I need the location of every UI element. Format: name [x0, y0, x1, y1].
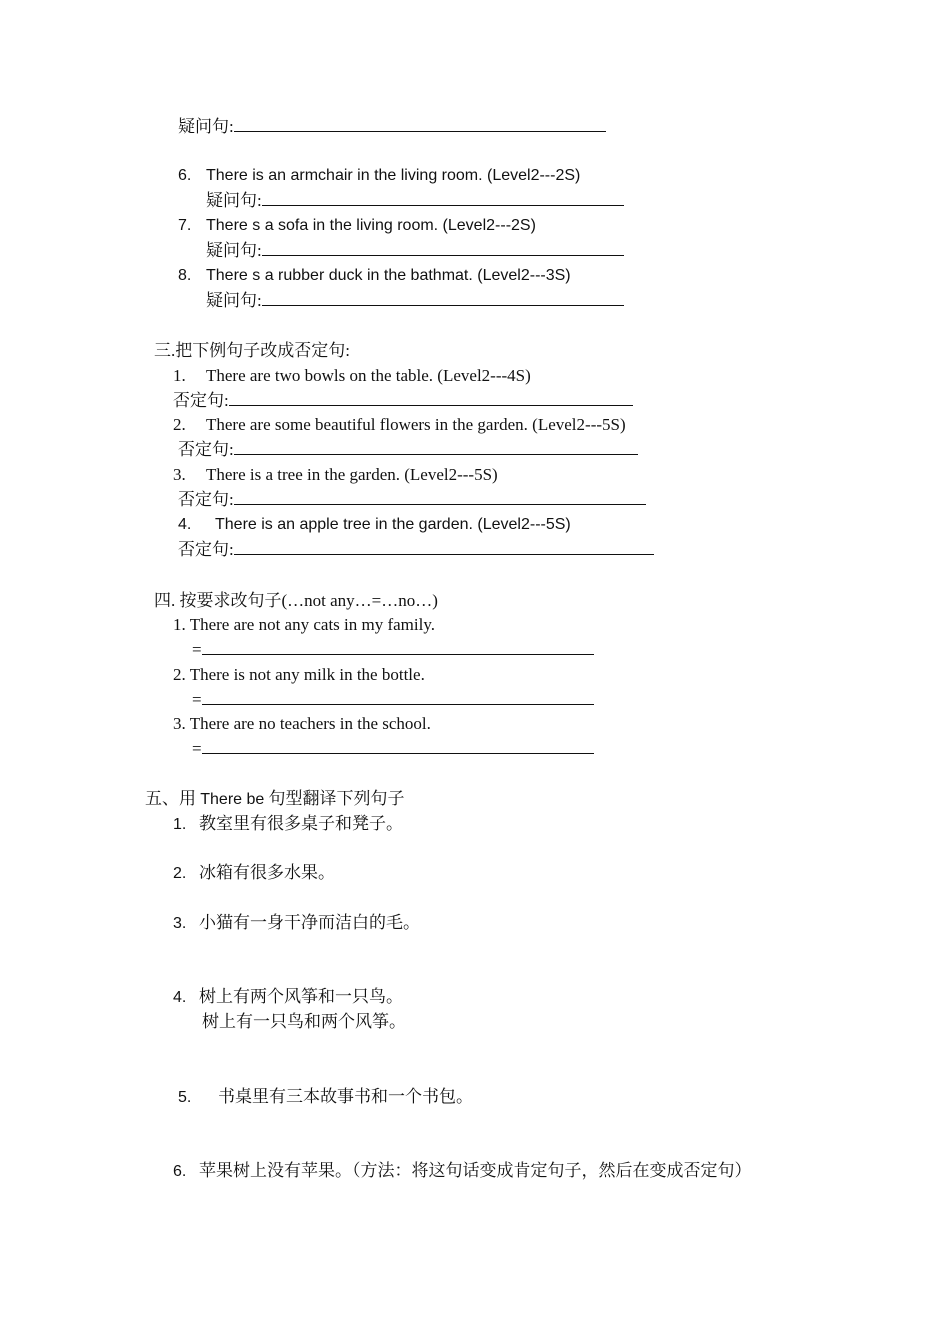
- heading-prefix: 五、用: [145, 789, 201, 808]
- question-number: 5.: [178, 1089, 192, 1106]
- answer-label: 疑问句:: [178, 117, 234, 136]
- answer-blank[interactable]: [202, 638, 594, 655]
- s4-question-1-answer-line: [192, 638, 594, 661]
- s3-question-4-answer-line: [178, 538, 654, 561]
- answer-label: 疑问句:: [206, 241, 262, 260]
- s4-question-1: 1. There are not any cats in my family.: [173, 615, 435, 634]
- equals-sign: =: [192, 640, 202, 659]
- equals-sign: =: [192, 739, 202, 758]
- s4-question-3: 3. There are no teachers in the school.: [173, 714, 431, 733]
- answer-label: 否定句:: [178, 540, 234, 559]
- question-number: 3.: [173, 915, 187, 932]
- s3-question-3: [173, 464, 498, 486]
- question-text: 冰箱有很多水果。: [199, 863, 335, 882]
- s4-question-2: 2. There is not any milk in the bottle.: [173, 665, 425, 684]
- question-5-answer-line: [178, 115, 606, 138]
- s5-question-2: [173, 862, 335, 885]
- question-text: There s a sofa in the living room. (Level2---2S): [206, 217, 536, 234]
- question-6-answer-line: [206, 189, 624, 212]
- s5-question-6: [173, 1160, 752, 1183]
- question-text: 树上有两个风筝和一只鸟。: [199, 987, 403, 1006]
- equals-sign: =: [192, 690, 202, 709]
- question-number: 7.: [178, 217, 192, 234]
- question-text: There are some beautiful flowers in the garden. (Level2---5S): [206, 415, 626, 434]
- s5-question-5: [178, 1086, 473, 1109]
- s3-question-1: [173, 365, 531, 387]
- question-number: 6.: [173, 1163, 187, 1180]
- question-8: [178, 265, 571, 287]
- s5-question-4-alt: 树上有一只鸟和两个风筝。: [202, 1012, 406, 1031]
- question-text: 教室里有很多桌子和凳子。: [199, 814, 403, 833]
- answer-label: 疑问句:: [206, 191, 262, 210]
- answer-blank[interactable]: [234, 538, 654, 555]
- question-text: There s a rubber duck in the bathmat. (Level2---3S): [206, 267, 571, 284]
- answer-label: 否定句:: [173, 391, 229, 410]
- question-number: 2.: [173, 865, 187, 882]
- s4-question-3-answer-line: [192, 737, 594, 760]
- question-text: There are two bowls on the table. (Level2---4S): [206, 366, 531, 385]
- s3-question-2: [173, 414, 626, 436]
- answer-blank[interactable]: [202, 688, 594, 705]
- question-number: 6.: [178, 167, 192, 184]
- answer-blank[interactable]: [262, 189, 624, 206]
- question-text: There is a tree in the garden. (Level2---5S): [206, 465, 498, 484]
- question-number: 3.: [173, 465, 186, 484]
- answer-blank[interactable]: [262, 289, 624, 306]
- heading-suffix: 句型翻译下列句子: [264, 789, 405, 808]
- question-number: 4.: [178, 516, 192, 533]
- answer-blank[interactable]: [234, 488, 646, 505]
- s3-question-3-answer-line: [178, 488, 646, 511]
- question-text: 书桌里有三本故事书和一个书包。: [218, 1087, 473, 1106]
- answer-label: 疑问句:: [206, 291, 262, 310]
- answer-blank[interactable]: [202, 737, 594, 754]
- answer-blank[interactable]: [234, 438, 638, 455]
- s5-question-3: [173, 912, 420, 935]
- s3-question-1-answer-line: [173, 389, 633, 412]
- section-5-heading: [145, 788, 405, 811]
- answer-blank[interactable]: [262, 239, 624, 256]
- question-text: 小猫有一身干净而洁白的毛。: [199, 913, 420, 932]
- answer-blank[interactable]: [234, 115, 606, 132]
- s4-question-2-answer-line: [192, 688, 594, 711]
- s3-question-2-answer-line: [178, 438, 638, 461]
- answer-blank[interactable]: [229, 389, 633, 406]
- s3-question-4: [178, 514, 571, 536]
- heading-english: There be: [200, 791, 265, 808]
- question-number: 2.: [173, 415, 186, 434]
- question-number: 1.: [173, 366, 186, 385]
- question-8-answer-line: [206, 289, 624, 312]
- question-7: [178, 215, 536, 237]
- question-text: 苹果树上没有苹果。（方法：将这句话变成肯定句子，然后在变成否定句）: [199, 1161, 752, 1180]
- section-3-heading: 三.把下例句子改成否定句:: [154, 341, 350, 360]
- question-number: 4.: [173, 989, 187, 1006]
- s5-question-1: [173, 813, 403, 836]
- s5-question-4: [173, 986, 403, 1009]
- question-number: 1.: [173, 816, 187, 833]
- section-4-heading: 四. 按要求改句子(…not any…=…no…): [154, 591, 438, 610]
- question-text: There is an armchair in the living room. (Level2---2S): [206, 167, 581, 184]
- question-number: 8.: [178, 267, 192, 284]
- question-7-answer-line: [206, 239, 624, 262]
- question-6: [178, 165, 580, 187]
- answer-label: 否定句:: [178, 440, 234, 459]
- question-text: There is an apple tree in the garden. (Level2---5S): [215, 516, 571, 533]
- answer-label: 否定句:: [178, 490, 234, 509]
